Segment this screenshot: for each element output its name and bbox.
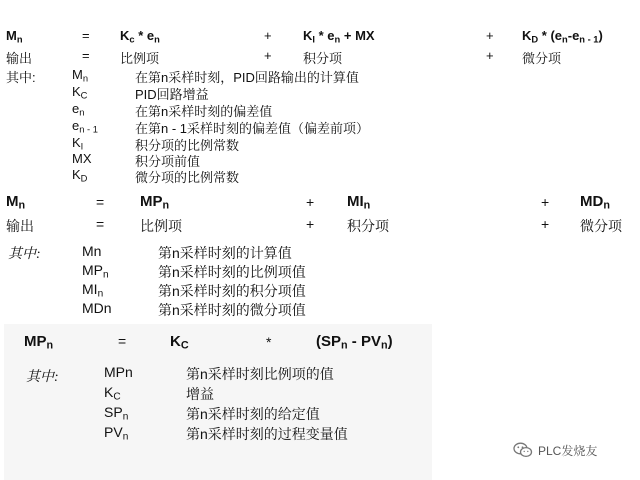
s1-words-p: 比例项 <box>120 51 160 66</box>
s2-def-sym-1: $MP_n$ <box>82 262 109 281</box>
s1-formula-plus1: + <box>264 28 272 43</box>
watermark-text: PLC发烧友 <box>538 443 598 458</box>
s2-def-desc-1: 第n采样时刻的比例项值 <box>158 264 306 280</box>
s1-words-eq: = <box>82 48 90 63</box>
s3-formula-paren: $(SP_n - PV_n)$ <box>316 333 393 352</box>
s2-words-eq: = <box>96 216 105 232</box>
s2-def-sym-3: MDn <box>82 300 112 316</box>
s3-def-sym-1: $K_C$ <box>104 384 121 403</box>
s1-formula-i-term: $K_I * e_n$ + MX <box>303 28 375 45</box>
wechat-icon <box>513 442 533 458</box>
s1-words-plus1: + <box>264 48 272 63</box>
s3-def-desc-0: 第n采样时刻比例项的值 <box>186 366 334 382</box>
s1-def-desc-0: 在第n采样时刻，PID回路输出的计算值 <box>135 70 359 85</box>
s2-formula-plus1: + <box>306 194 315 210</box>
s1-formula-d-term: $K_D * (e_n-e_{n - 1})$ <box>522 28 603 45</box>
s3-def-sym-2: $SP_n$ <box>104 404 129 423</box>
s2-words-p: 比例项 <box>140 218 182 234</box>
s3-def-desc-3: 第n采样时刻的过程变量值 <box>186 426 348 442</box>
s3-formula-eq: = <box>118 333 127 349</box>
s2-formula-plus2: + <box>541 194 550 210</box>
s1-words-d: 微分项 <box>522 51 562 66</box>
s2-words-d: 微分项 <box>580 218 622 234</box>
s3-def-sym-0: MPn <box>104 364 133 380</box>
s2-def-sym-2: $MI_n$ <box>82 281 104 300</box>
s1-where-label: 其中: <box>6 70 36 85</box>
watermark <box>513 441 597 459</box>
s2-formula-d: $MD_n$ <box>580 193 610 212</box>
s1-def-sym-0: $M_n$ <box>72 67 89 84</box>
s2-formula-p: $MP_n$ <box>140 193 170 212</box>
s2-def-sym-0: Mn <box>82 243 102 259</box>
s2-words-plus1: + <box>306 216 315 232</box>
s1-def-sym-1: $K_C$ <box>72 84 88 101</box>
s3-def-desc-1: 增益 <box>186 386 214 402</box>
s3-where-label: 其中: <box>26 370 59 385</box>
s1-formula-p-term: $K_c * e_n$ <box>120 28 160 45</box>
s1-formula-lhs: $M_n$ <box>6 28 23 45</box>
s1-def-desc-6: 微分项的比例常数 <box>135 170 240 185</box>
s1-formula-plus2: + <box>486 28 494 43</box>
s3-formula-lhs: $MP_n$ <box>24 333 54 352</box>
s1-def-desc-2: 在第n采样时刻的偏差值 <box>135 104 273 119</box>
s3-def-desc-2: 第n采样时刻的给定值 <box>186 406 320 422</box>
s1-def-sym-6: $K_D$ <box>72 167 88 184</box>
s2-words-label: 输出 <box>6 218 34 234</box>
s1-def-sym-5: MX <box>72 151 92 166</box>
s1-words-i: 积分项 <box>303 51 343 66</box>
s3-formula-k: $K_C$ <box>170 333 189 352</box>
s1-def-desc-4: 积分项的比例常数 <box>135 138 240 153</box>
s2-def-desc-0: 第n采样时刻的计算值 <box>158 245 292 261</box>
s1-def-sym-4: $K_I$ <box>72 135 84 152</box>
s2-def-desc-2: 第n采样时刻的积分项值 <box>158 283 306 299</box>
s1-def-desc-1: PID回路增益 <box>135 87 209 102</box>
s1-formula-eq: = <box>82 28 90 43</box>
s1-words-label: 输出 <box>6 51 33 66</box>
s2-formula-eq: = <box>96 194 105 210</box>
s2-formula-lhs: $M_n$ <box>6 193 26 212</box>
s1-def-sym-2: $e_n$ <box>72 101 85 118</box>
s3-formula-op: * <box>266 334 272 350</box>
s2-formula-i: $MI_n$ <box>347 193 371 212</box>
s2-where-label: 其中: <box>8 247 41 262</box>
s1-def-desc-5: 积分项前值 <box>135 154 201 169</box>
s2-def-desc-3: 第n采样时刻的微分项值 <box>158 302 306 318</box>
s1-def-sym-3: $e_{n - 1}$ <box>72 118 98 135</box>
s3-def-sym-3: $PV_n$ <box>104 424 129 443</box>
s2-words-i: 积分项 <box>347 218 389 234</box>
s1-def-desc-3: 在第n - 1采样时刻的偏差值（偏差前项） <box>135 121 370 136</box>
s2-words-plus2: + <box>541 216 550 232</box>
s1-words-plus2: + <box>486 48 494 63</box>
